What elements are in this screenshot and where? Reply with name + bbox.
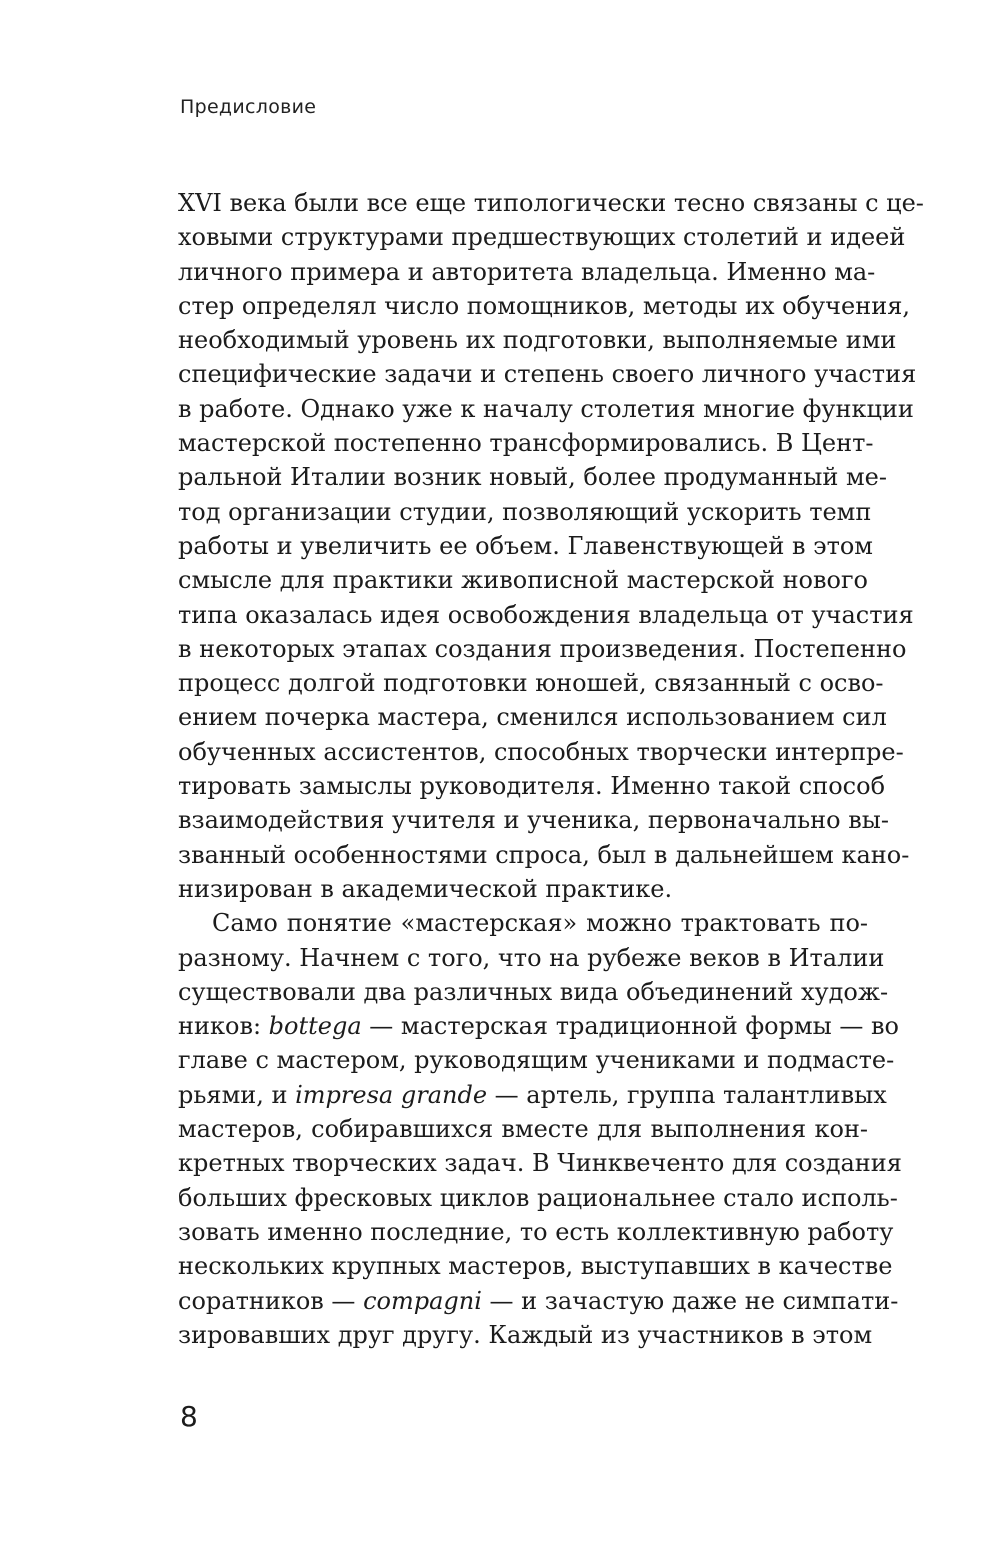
text-line bbox=[178, 563, 868, 597]
text-run: кретных творческих задач. В Чинквеченто для создания bbox=[178, 1149, 902, 1178]
page-number: 8 bbox=[180, 1400, 198, 1433]
text-line bbox=[178, 1215, 894, 1249]
text-run: мастерской постепенно трансформировались. В Цент- bbox=[178, 429, 874, 458]
text-line bbox=[178, 392, 914, 426]
text-line bbox=[178, 598, 914, 632]
text-run: стер определял число помощников, методы их обучения, bbox=[178, 291, 910, 320]
text-line bbox=[178, 666, 884, 700]
text-line bbox=[178, 220, 906, 254]
text-run: — и зачастую даже не симпати- bbox=[481, 1286, 899, 1315]
text-run: ением почерка мастера, сменился использованием сил bbox=[178, 703, 887, 732]
text-run: разному. Начнем с того, что на рубеже веков в Италии bbox=[178, 943, 885, 972]
italic-term: impresa grande bbox=[295, 1080, 488, 1109]
text-run: в некоторых этапах создания произведения. Постепенно bbox=[178, 634, 907, 663]
text-run: процесс долгой подготовки юношей, связанный с осво- bbox=[178, 669, 884, 698]
text-line bbox=[178, 735, 904, 769]
text-line bbox=[178, 838, 910, 872]
text-run: Само понятие «мастерская» можно трактовать по- bbox=[212, 909, 868, 938]
text-line bbox=[178, 357, 917, 391]
text-line bbox=[178, 769, 886, 803]
text-line bbox=[178, 941, 885, 975]
italic-term: bottega bbox=[268, 1012, 362, 1041]
text-run: тод организации студии, позволяющий ускорить темп bbox=[178, 497, 872, 526]
text-line bbox=[178, 1146, 902, 1180]
text-line bbox=[178, 1009, 899, 1043]
text-run: низирован в академической практике. bbox=[178, 874, 673, 903]
text-run: существовали два различных вида объединений худож- bbox=[178, 977, 889, 1006]
text-line bbox=[178, 1043, 895, 1077]
text-run: ников: bbox=[178, 1012, 269, 1041]
text-run: званный особенностями спроса, был в дальнейшем кано- bbox=[178, 840, 910, 869]
text-run: обученных ассистентов, способных творчески интерпре- bbox=[178, 737, 904, 766]
italic-term: compagni bbox=[363, 1286, 482, 1315]
text-line bbox=[178, 975, 889, 1009]
text-run: — артель, группа талантливых bbox=[487, 1080, 887, 1109]
text-line bbox=[178, 1284, 899, 1318]
running-title: Предисловие bbox=[180, 96, 317, 118]
text-run: зировавших друг другу. Каждый из участников в этом bbox=[178, 1320, 873, 1349]
text-run: мастеров, собиравшихся вместе для выполнения кон- bbox=[178, 1115, 868, 1144]
text-line bbox=[178, 289, 910, 323]
text-line bbox=[178, 1181, 898, 1215]
text-run: XVI века были все еще типологически тесно связаны с це- bbox=[178, 189, 924, 217]
text-run: ховыми структурами предшествующих столетий и идеей bbox=[178, 223, 906, 252]
text-line bbox=[178, 632, 907, 666]
text-line bbox=[178, 1249, 893, 1283]
text-run: ральной Италии возник новый, более продуманный ме- bbox=[178, 463, 887, 492]
text-run: необходимый уровень их подготовки, выполняемые ими bbox=[178, 326, 897, 355]
text-line bbox=[178, 803, 889, 837]
text-line bbox=[178, 255, 876, 289]
text-line bbox=[178, 1318, 873, 1352]
text-line bbox=[178, 460, 887, 494]
text-run: типа оказалась идея освобождения владельца от участия bbox=[178, 600, 914, 629]
text-run: больших фресковых циклов рациональнее стало исполь- bbox=[178, 1183, 898, 1212]
text-run: главе с мастером, руководящим учениками и подмасте- bbox=[178, 1046, 895, 1075]
text-line bbox=[178, 495, 872, 529]
text-line bbox=[178, 872, 868, 906]
text-line bbox=[178, 186, 924, 220]
text-run: в работе. Однако уже к началу столетия многие функции bbox=[178, 394, 914, 423]
text-run: взаимодействия учителя и ученика, первоначально вы- bbox=[178, 806, 889, 835]
text-line bbox=[178, 1078, 887, 1112]
body-text bbox=[178, 186, 924, 1352]
text-line bbox=[178, 529, 873, 563]
text-run: рьями, и bbox=[178, 1080, 296, 1109]
text-run: зовать именно последние, то есть коллективную работу bbox=[178, 1217, 894, 1246]
text-run: нескольких крупных мастеров, выступавших в качестве bbox=[178, 1252, 893, 1281]
text-run: смысле для практики живописной мастерской нового bbox=[178, 566, 868, 595]
text-run: личного примера и авторитета владельца. Именно ма- bbox=[178, 257, 876, 286]
text-run: тировать замыслы руководителя. Именно такой способ bbox=[178, 772, 886, 801]
text-run: — мастерская традиционной формы — во bbox=[361, 1012, 899, 1041]
text-line bbox=[178, 323, 897, 357]
text-run: работы и увеличить ее объем. Главенствующей в этом bbox=[178, 531, 873, 560]
text-run: специфические задачи и степень своего личного участия bbox=[178, 360, 917, 389]
text-line bbox=[178, 426, 874, 460]
text-run: соратников — bbox=[178, 1286, 364, 1315]
text-line bbox=[178, 1112, 868, 1146]
text-line bbox=[178, 700, 887, 734]
text-line bbox=[178, 906, 868, 940]
